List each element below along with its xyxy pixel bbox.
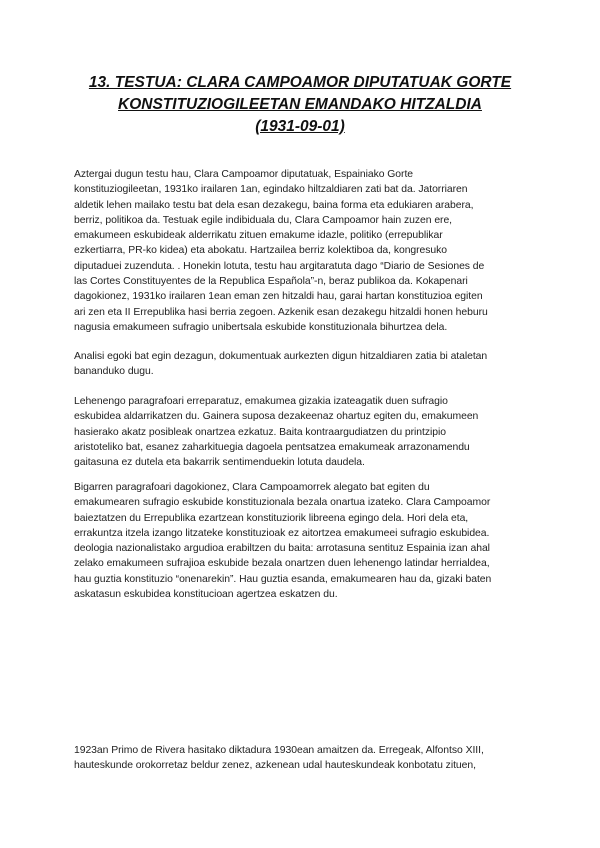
text-line: hauteskunde orokorretaz beldur zenez, azkenean udal hauteskundeak konbotatu zituen, <box>74 760 476 772</box>
text-line: diputaduei zuzenduta. . Honekin lotuta, testu hau argitaratuta dago “Diario de Sesiones de <box>74 260 485 272</box>
title-line: 13. TESTUA: CLARA CAMPOAMOR DIPUTATUAK GORTE <box>88 74 512 91</box>
text-line: 1923an Primo de Rivera hasitako diktadura 1930ean amaitzen da. Erregeak, Alfontso XIII, <box>74 745 484 756</box>
text-line: dagokionez, 1931ko irailaren 1ean eman zen hitzaldi hau, garai hartan konstituzioa egiten <box>74 291 483 303</box>
title-line: (1931-09-01) <box>255 118 345 135</box>
text-line: ari zen eta II Errepublika hasi berria zegoen. Azkenik esan dezakegu hitzaldi honen heburu <box>74 306 488 318</box>
text-line: bananduko dugu. <box>74 366 154 378</box>
text-line: ezkertiarra, PR-ko kidea) eta abokatu. Hartzailea berriz kolektiboa da, kongresuko <box>74 245 448 257</box>
text-line: zelako emakumeen sufrajioa eskubide bezala onartzen duen lehenengo latindar herrialdea, <box>74 558 490 570</box>
text-line: baieztatzen du Errepublika ezartzean konstituziorik libreena egingo dela. Hori dela eta, <box>74 512 469 524</box>
text-line: hasierako akatz posibleak onartzea ezkatuz. Baita kontraargudiatzen du printzipio <box>74 426 446 438</box>
text-line: aristoteliko bat, esanez zaharkituegia dagoela pentsatzea emakumeak arrazonamendu <box>74 441 470 453</box>
paragraph-context <box>74 743 534 774</box>
text-line: emakumeen eskubideak alderrikatu zituen emakume idazle, politiko (errepublikar <box>74 230 443 242</box>
text-line: eskubidea aldarrikatzen du. Gainera suposa dezakeenaz ohartuz egiten du, emakumeen <box>74 411 479 423</box>
paragraph-second-part <box>74 480 534 602</box>
title-line: KONSTITUZIOGILEETAN EMANDAKO HITZALDIA <box>118 96 482 113</box>
text-line: Aztergai dugun testu hau, Clara Campoamor diputatuak, Espainiako Gorte <box>74 169 414 180</box>
text-line: aldetik lehen mailako testu bat dela esan dezakegu, baina forma eta edukiaren arabera, <box>74 199 474 211</box>
text-line: gaitasuna ez dutela eta bakarrik sentimenduekin lotuta daudela. <box>74 457 365 469</box>
text-line: errakuntza itzela izango litzateke konstituzioak ez aitortzea emakumeei sufragio eskubidea. <box>74 527 490 539</box>
text-line: berriz, politikoa da. Testuak egile indibiduala du, Clara Campoamor hain zuzen ere, <box>74 214 453 226</box>
text-line: las Cortes Constituyentes de la Republica Española”-n, beraz publikoa da. Kokapenari <box>74 276 468 288</box>
paragraph-analysis <box>74 349 534 380</box>
text-line: emakumearen sufragio eskubide konstituzionala bezala onartua izateko. Clara Campoamor <box>74 497 491 509</box>
paragraph-first-part <box>74 394 534 470</box>
text-line: askatasun eskubidea konstitucioan agertzea eskatzen du. <box>74 589 338 601</box>
document-title <box>60 72 540 138</box>
text-line: hau guztia konstituzio “onenarekin”. Hau guztia esanda, emakumearen hau da, gizaki baten <box>74 573 492 585</box>
text-line: Analisi egoki bat egin dezagun, dokumentuak aurkezten digun hitzaldiaren zatia bi ataletan <box>74 351 488 362</box>
paragraph-introduction <box>74 167 534 335</box>
text-line: Bigarren paragrafoari dagokionez, Clara Campoamorrek alegato bat egiten du <box>74 482 430 493</box>
text-line: deologia nazionalistako argudioa erabiltzen du baita: arrotasuna sentituz Espainia izan ahal <box>74 543 490 555</box>
text-line: konstituziogileetan, 1931ko irailaren 1an, egindako hiltzaldiaren zati bat da. Jatorriaren <box>74 184 468 196</box>
text-line: nagusia emakumeen sufragio unibertsala eskubide konstituzionala bihurtzea dela. <box>74 321 448 333</box>
text-line: Lehenengo paragrafoari erreparatuz, emakumea gizakia izateagatik duen sufragio <box>74 396 448 407</box>
